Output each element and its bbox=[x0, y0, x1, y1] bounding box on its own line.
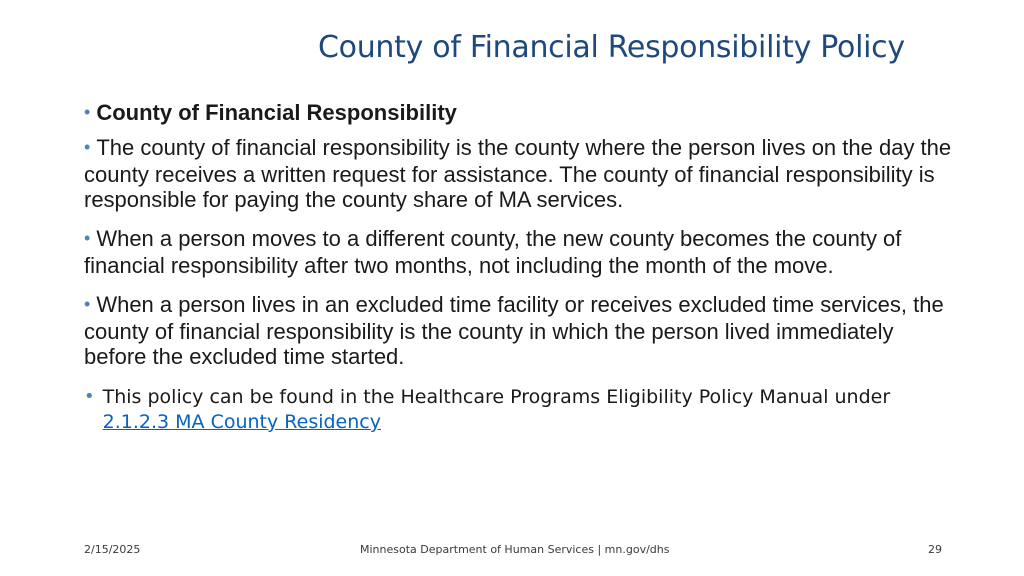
slide-number: 29 bbox=[928, 543, 942, 556]
bullet-icon: • bbox=[84, 137, 91, 157]
bullet-icon: • bbox=[84, 386, 95, 407]
slide-body bbox=[84, 100, 954, 435]
paragraph-text: The county of financial responsibility is the county where the person lives on the day the county receives a written request for assistance. The county of financial responsibility is responsible for paying the county share of MA services. bbox=[84, 135, 952, 212]
note-body bbox=[103, 385, 954, 435]
footer-organization: Minnesota Department of Human Services | mn.gov/dhs bbox=[360, 543, 670, 556]
bullet-paragraph-1 bbox=[84, 135, 954, 212]
bullet-paragraph-3 bbox=[84, 292, 954, 369]
paragraph-text: When a person moves to a different county, the new county becomes the county of financial responsibility after two months, not including the month of the move. bbox=[84, 226, 902, 278]
policy-manual-note bbox=[84, 385, 954, 435]
footer-date: 2/15/2025 bbox=[84, 543, 141, 556]
bullet-paragraph-2 bbox=[84, 226, 954, 278]
bullet-heading bbox=[84, 100, 954, 127]
slide-title: County of Financial Responsibility Policy bbox=[318, 30, 905, 65]
ma-county-residency-link[interactable]: 2.1.2.3 MA County Residency bbox=[102, 411, 381, 433]
bullet-icon: • bbox=[84, 102, 91, 122]
bullet-icon: • bbox=[84, 294, 91, 314]
section-heading: County of Financial Responsibility bbox=[96, 100, 457, 125]
paragraph-text: When a person lives in an excluded time facility or receives excluded time services, the county of financial responsibility is the county in which the person lived immediately before the excluded time started. bbox=[84, 292, 944, 369]
bullet-icon: • bbox=[84, 228, 91, 248]
note-text: This policy can be found in the Healthcare Programs Eligibility Policy Manual under bbox=[102, 386, 891, 408]
